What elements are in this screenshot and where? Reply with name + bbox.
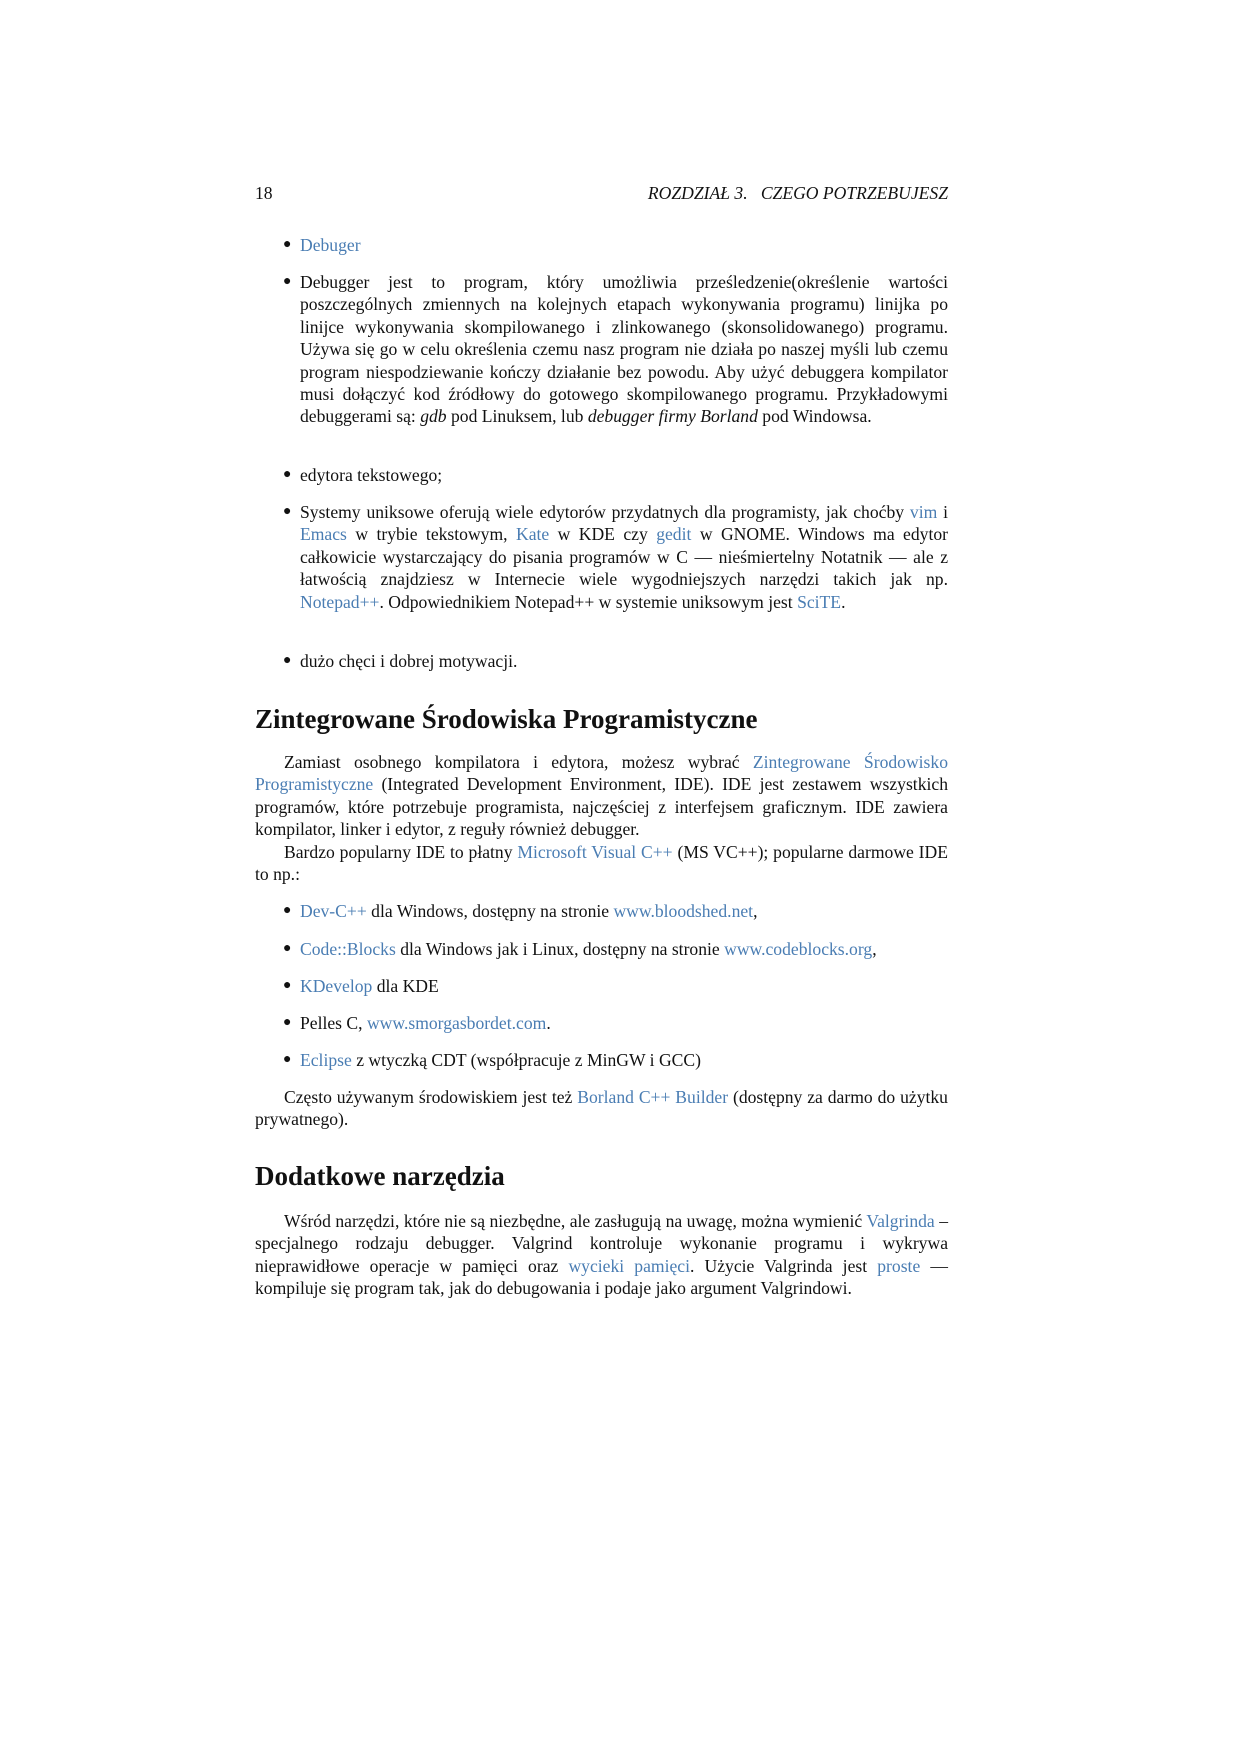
text-run: (Integrated Development Environment, IDE). IDE jest zestawem wszystkich programów, które potrzebuje programista, najczęściej z interfejsem graficznym. IDE zawiera kompilator, linker i edytor, z reguły również debugger. bbox=[255, 774, 948, 840]
bullet-icon: ● bbox=[283, 978, 292, 993]
paragraph-popular-ide bbox=[255, 841, 948, 886]
bullet-icon: ● bbox=[283, 504, 292, 519]
paragraph-borland bbox=[255, 1086, 948, 1131]
text-run: w GNOME. Windows ma edytor całkowicie wystarczający do pisania programów w C — nieśmiertelny Notatnik — ale z łatwością znajdziesz w Internecie wiele wygodniejszych narzędzi takich jak np. bbox=[300, 524, 948, 590]
bullet-icon: ● bbox=[283, 903, 292, 918]
text-run: — kompiluje się program tak, jak do debugowania i podaje jako argument Valgrindowi. bbox=[255, 1255, 948, 1299]
text-run: w KDE czy bbox=[549, 524, 657, 545]
text-run: debugger firmy Borland bbox=[587, 406, 758, 427]
text-run: . bbox=[841, 591, 846, 612]
hyperlink[interactable]: Eclipse bbox=[300, 1050, 352, 1070]
hyperlink[interactable]: Notepad++ bbox=[300, 591, 380, 612]
hyperlink[interactable]: gedit bbox=[656, 524, 692, 545]
bullet-icon: ● bbox=[283, 653, 292, 668]
hyperlink[interactable]: Zintegrowane Środowisko Programistyczne bbox=[255, 752, 948, 795]
bullet-debugger-description bbox=[283, 271, 948, 428]
paragraph-valgrind bbox=[255, 1210, 948, 1300]
paragraph-ide-intro bbox=[255, 751, 948, 841]
bullet-unix-editors bbox=[283, 501, 948, 613]
hyperlink[interactable]: Microsoft Visual C++ bbox=[517, 842, 673, 862]
text-run: . Użycie Valgrinda jest bbox=[689, 1255, 878, 1276]
bullet-icon: ● bbox=[283, 1052, 292, 1067]
text-run: . Odpowiednikiem Notepad++ w systemie uniksowym jest bbox=[379, 591, 798, 612]
hyperlink[interactable]: www.codeblocks.org bbox=[724, 939, 873, 959]
bullet-icon: ● bbox=[283, 467, 292, 482]
text-run: , bbox=[753, 901, 758, 921]
hyperlink[interactable]: Borland C++ Builder bbox=[577, 1087, 729, 1107]
hyperlink[interactable]: www.bloodshed.net bbox=[613, 901, 754, 921]
hyperlink[interactable]: SciTE bbox=[797, 591, 842, 612]
bullet-text-editor bbox=[283, 464, 948, 486]
text-run: dla Windows, dostępny na stronie bbox=[366, 901, 614, 921]
text-run: Często używanym środowiskiem jest też bbox=[284, 1087, 578, 1107]
bullet-eclipse bbox=[283, 1049, 948, 1071]
text-run: , bbox=[872, 939, 877, 959]
hyperlink[interactable]: Emacs bbox=[300, 524, 347, 545]
bullet-dev-cpp bbox=[283, 900, 948, 922]
text-run: . bbox=[546, 1013, 551, 1033]
bullet-motivation bbox=[283, 650, 948, 672]
text-run: edytora tekstowego; bbox=[300, 465, 443, 485]
text-run: (dostępny za darmo do użytku prywatnego). bbox=[255, 1087, 948, 1130]
text-run: dużo chęci i dobrej motywacji. bbox=[300, 651, 518, 671]
hyperlink[interactable]: Code::Blocks bbox=[300, 939, 396, 959]
text-run: Pelles C, bbox=[300, 1013, 367, 1033]
text-run: w trybie tekstowym, bbox=[346, 524, 516, 545]
heading-additional-tools bbox=[255, 1160, 505, 1192]
bullet-debuger bbox=[283, 234, 948, 256]
text-run: – specjalnego rodzaju debugger. Valgrind kontroluje wykonanie programu i wykrywa nieprawidłowe operacje w pamięci oraz bbox=[255, 1211, 948, 1276]
bullet-icon: ● bbox=[283, 1015, 292, 1030]
hyperlink[interactable]: wycieki pamięci bbox=[568, 1255, 690, 1276]
hyperlink[interactable]: proste bbox=[877, 1255, 921, 1276]
bullet-icon: ● bbox=[283, 274, 292, 289]
text-run: Zintegrowane Środowiska Programistyczne bbox=[255, 704, 758, 734]
text-run: Debugger jest to program, który umożliwia prześledzenie(określenie wartości poszczególnych zmiennych na kolejnych etapach wykonywania programu) linijka po linijce wykonywania skompilowanego i zlinkowanego (skonsolidowanego) programu. Używa się go w celu określenia czemu nasz program nie działa po naszej myśli lub czemu program niespodziewanie kończy działanie bez powodu. Aby użyć debuggera kompilator musi dołączyć kod źródłowy do gotowego skompilowanego programu. Przykładowymi debuggerami są: bbox=[300, 272, 948, 427]
hyperlink[interactable]: www.smorgasbordet.com bbox=[366, 1013, 547, 1033]
heading-ide bbox=[255, 703, 757, 735]
text-run: (MS VC++); popularne darmowe IDE to np.: bbox=[255, 842, 948, 885]
hyperlink[interactable]: Kate bbox=[515, 524, 550, 545]
bullet-icon: ● bbox=[283, 237, 292, 252]
bullet-icon: ● bbox=[283, 941, 292, 956]
text-run: z wtyczką CDT (współpracuje z MinGW i GCC) bbox=[351, 1050, 701, 1070]
bullet-pelles-c bbox=[283, 1012, 948, 1034]
bullet-kdevelop bbox=[283, 975, 948, 997]
text-run: dla KDE bbox=[372, 976, 439, 996]
page-number: 18 bbox=[255, 183, 273, 203]
text-run: Bardzo popularny IDE to płatny bbox=[284, 842, 518, 862]
bullet-codeblocks bbox=[283, 938, 948, 960]
hyperlink[interactable]: Debuger bbox=[300, 235, 361, 255]
text-run: gdb bbox=[420, 406, 447, 427]
hyperlink[interactable]: KDevelop bbox=[300, 976, 373, 996]
hyperlink[interactable]: Dev-C++ bbox=[300, 901, 367, 921]
text-run: pod Linuksem, lub bbox=[446, 406, 588, 427]
running-title: ROZDZIAŁ 3. CZEGO POTRZEBUJESZ bbox=[647, 183, 948, 203]
hyperlink[interactable]: vim bbox=[909, 502, 938, 522]
text-run: Systemy uniksowe oferują wiele edytorów przydatnych dla programisty, jak choćby bbox=[300, 502, 910, 522]
text-run: dla Windows jak i Linux, dostępny na stronie bbox=[395, 939, 725, 959]
hyperlink[interactable]: Valgrinda bbox=[866, 1211, 935, 1231]
text-run: Wśród narzędzi, które nie są niezbędne, ale zasługują na uwagę, można wymienić bbox=[284, 1211, 867, 1231]
text-run: Zamiast osobnego kompilatora i edytora, możesz wybrać bbox=[284, 752, 753, 772]
text-run: pod Windowsa. bbox=[757, 406, 872, 427]
text-run: i bbox=[937, 502, 948, 522]
text-run: Dodatkowe narzędzia bbox=[255, 1161, 505, 1191]
